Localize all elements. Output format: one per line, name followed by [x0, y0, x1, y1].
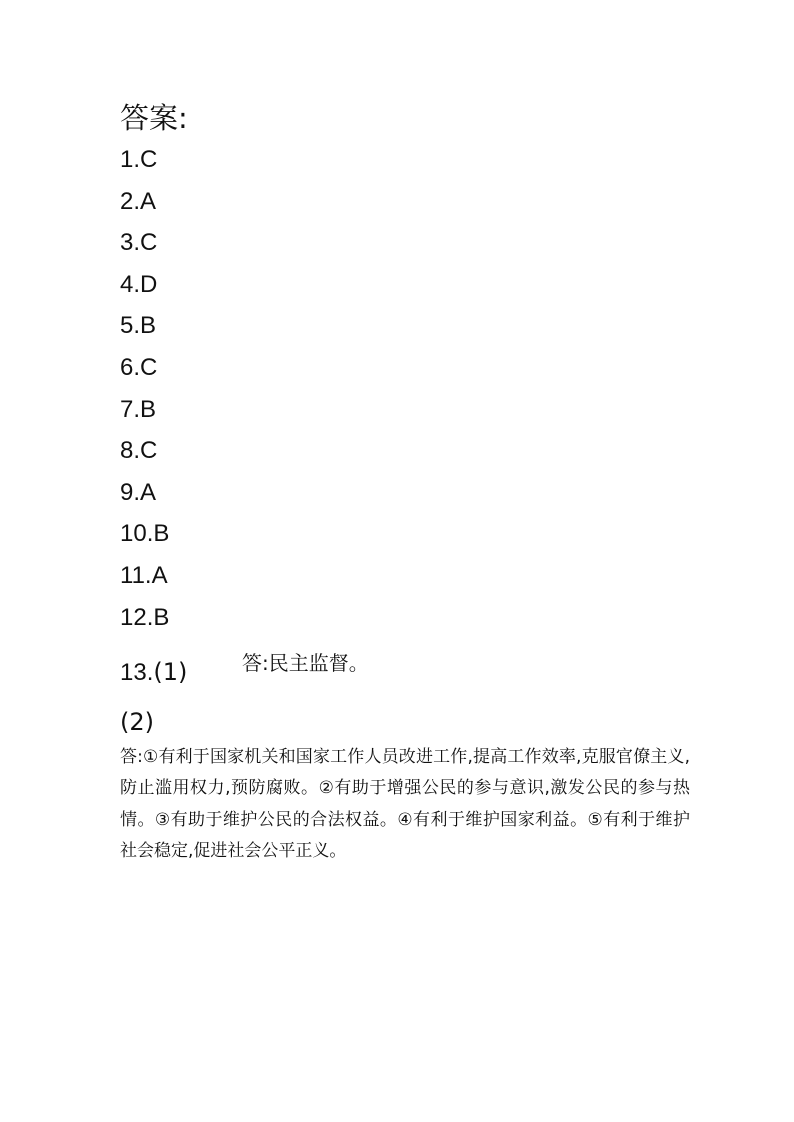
answers-heading: 答案: — [120, 101, 188, 135]
question-13-label — [120, 652, 187, 693]
answer-item: 1.C — [120, 146, 158, 173]
question-13-part2-label: (2) — [120, 708, 154, 736]
answer-item: 3.C — [120, 229, 158, 257]
answer-item: 4.D — [120, 270, 158, 298]
answer-item: 8.C — [120, 437, 158, 465]
answer-item: 6.C — [120, 353, 158, 381]
answer-item: 7.B — [120, 395, 157, 423]
answer-item: 12.B — [120, 603, 170, 631]
answer-item: 5.B — [120, 312, 157, 340]
answer-item: 2.A — [120, 187, 157, 215]
answer-item: 11.A — [120, 561, 168, 589]
question-13-part1-label: (1) — [153, 658, 188, 686]
question-13-part2-answer: 答:①有利于国家机关和国家工作人员改进工作,提高工作效率,克服官僚主义,防止滥用权力,预防腐败。②有助于增强公民的参与意识,激发公民的参与热情。③有助于维护公民的合法权益。④有利于维护国家利益。⑤有利于维护社会稳定,促进社会公平正义。 — [120, 747, 690, 861]
answer-item: 10.B — [120, 520, 170, 548]
answer-item: 9.A — [120, 478, 157, 506]
question-13-number: 13. — [120, 659, 154, 686]
question-13-part1-answer: 答:民主监督。 — [242, 651, 369, 675]
answer-list — [120, 139, 169, 638]
